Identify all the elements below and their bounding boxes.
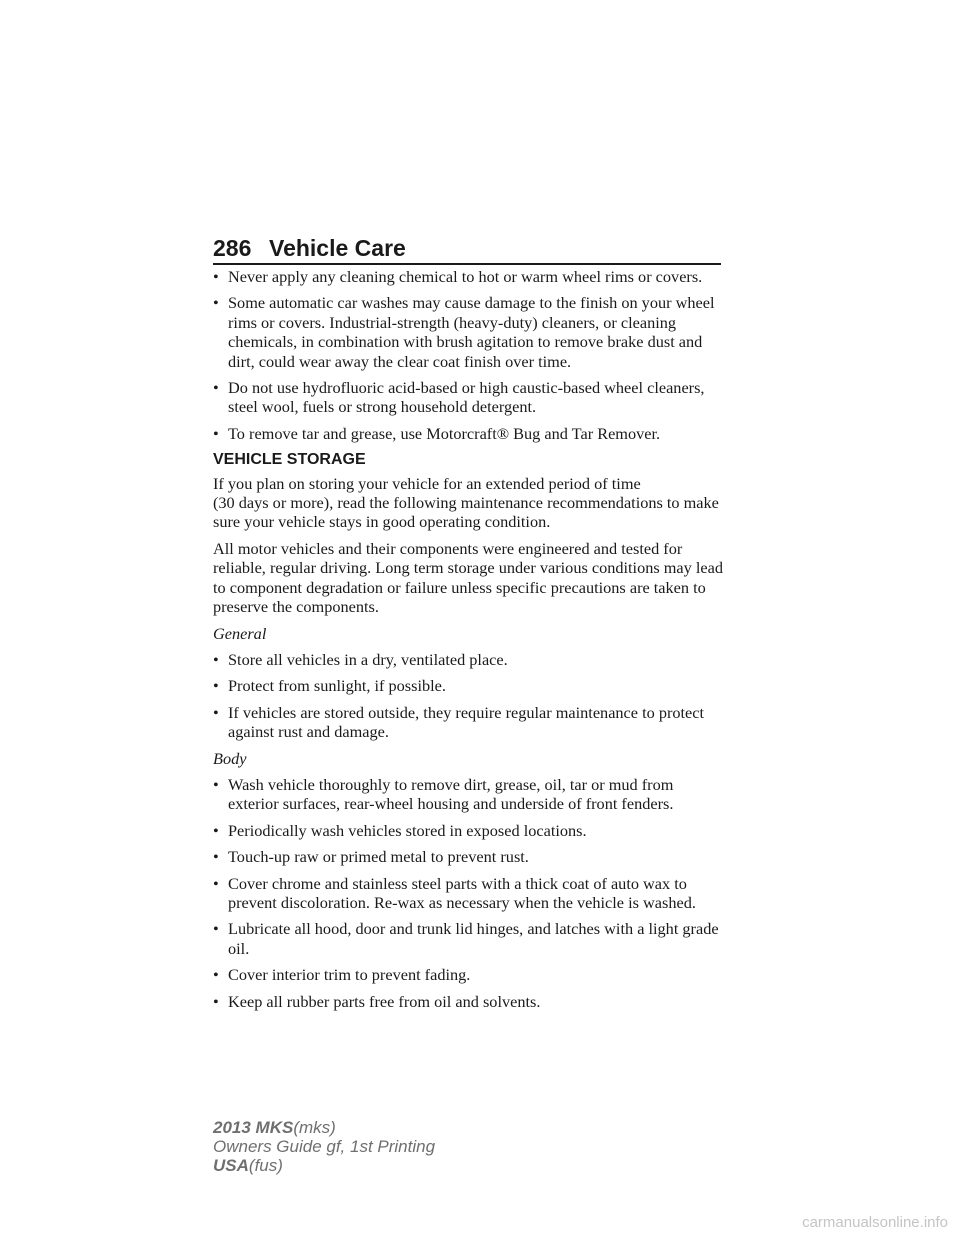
bullet-item: • Store all vehicles in a dry, ventilated place. [213, 650, 725, 669]
bullet-item: • Protect from sunlight, if possible. [213, 676, 725, 695]
subheading-general: General [213, 623, 267, 643]
footer-market-code: (fus) [248, 1156, 283, 1175]
watermark: carmanualsonline.info [802, 1214, 948, 1231]
bullet-item: • To remove tar and grease, use Motorcraft® Bug and Tar Remover. [213, 424, 725, 443]
bullet-item: • Cover chrome and stainless steel parts with a thick coat of auto wax to prevent discoloration. Re-wax as necessary when the vehicle is washed. [213, 874, 725, 913]
bullet-item: • Do not use hydrofluoric acid-based or high caustic-based wheel cleaners, steel wool, fuels or strong household detergent. [213, 378, 725, 417]
footer-model: 2013 MKS [213, 1118, 294, 1137]
section-title: Vehicle Care [269, 235, 406, 261]
footer-line: Owners Guide gf, 1st Printing [213, 1137, 436, 1156]
bullet-item: • Lubricate all hood, door and trunk lid hinges, and latches with a light grade oil. [213, 919, 725, 958]
bullet-item: • If vehicles are stored outside, they require regular maintenance to protect against rust and damage. [213, 703, 725, 742]
page-header [213, 234, 721, 262]
bullet-item: • Keep all rubber parts free from oil and solvents. [213, 992, 725, 1011]
bullet-item: • Some automatic car washes may cause damage to the finish on your wheel rims or covers. Industrial-strength (heavy-duty) cleaners, or cleaning chemicals, in combination with brush agitation to remove brake dust and dirt, could wear away the clear coat finish over time. [213, 293, 725, 371]
print-footer [213, 1118, 435, 1175]
storage-paragraph: All motor vehicles and their components were engineered and tested for reliable, regular driving. Long term storage under various conditions may lead to component degradation or failure unless specific precautions are taken to preserve the components. [213, 538, 723, 617]
page-number: 286 [213, 235, 252, 261]
page-content [213, 267, 725, 1018]
intro-line: If you plan on storing your vehicle for an extended period of time [213, 473, 641, 493]
storage-intro [213, 474, 725, 532]
footer-line [213, 1118, 435, 1137]
header-rule [213, 263, 721, 265]
subheading-body: Body [213, 748, 247, 768]
bullet-item: • Cover interior trim to prevent fading. [213, 965, 725, 984]
bullet-item: • Periodically wash vehicles stored in exposed locations. [213, 821, 725, 840]
bullet-item: • Never apply any cleaning chemical to hot or warm wheel rims or covers. [213, 267, 725, 286]
footer-model-code: (mks) [293, 1118, 336, 1137]
intro-line: (30 days or more), read the following maintenance recommendations to make sure your vehicle stays in good operating condition. [213, 493, 719, 532]
bullet-item: • Touch-up raw or primed metal to prevent rust. [213, 847, 725, 866]
bullet-item: • Wash vehicle thoroughly to remove dirt, grease, oil, tar or mud from exterior surfaces, rear-wheel housing and underside of front fenders. [213, 775, 725, 814]
footer-line [213, 1156, 435, 1175]
footer-market: USA [213, 1156, 249, 1175]
section-heading: VEHICLE STORAGE [213, 451, 366, 469]
